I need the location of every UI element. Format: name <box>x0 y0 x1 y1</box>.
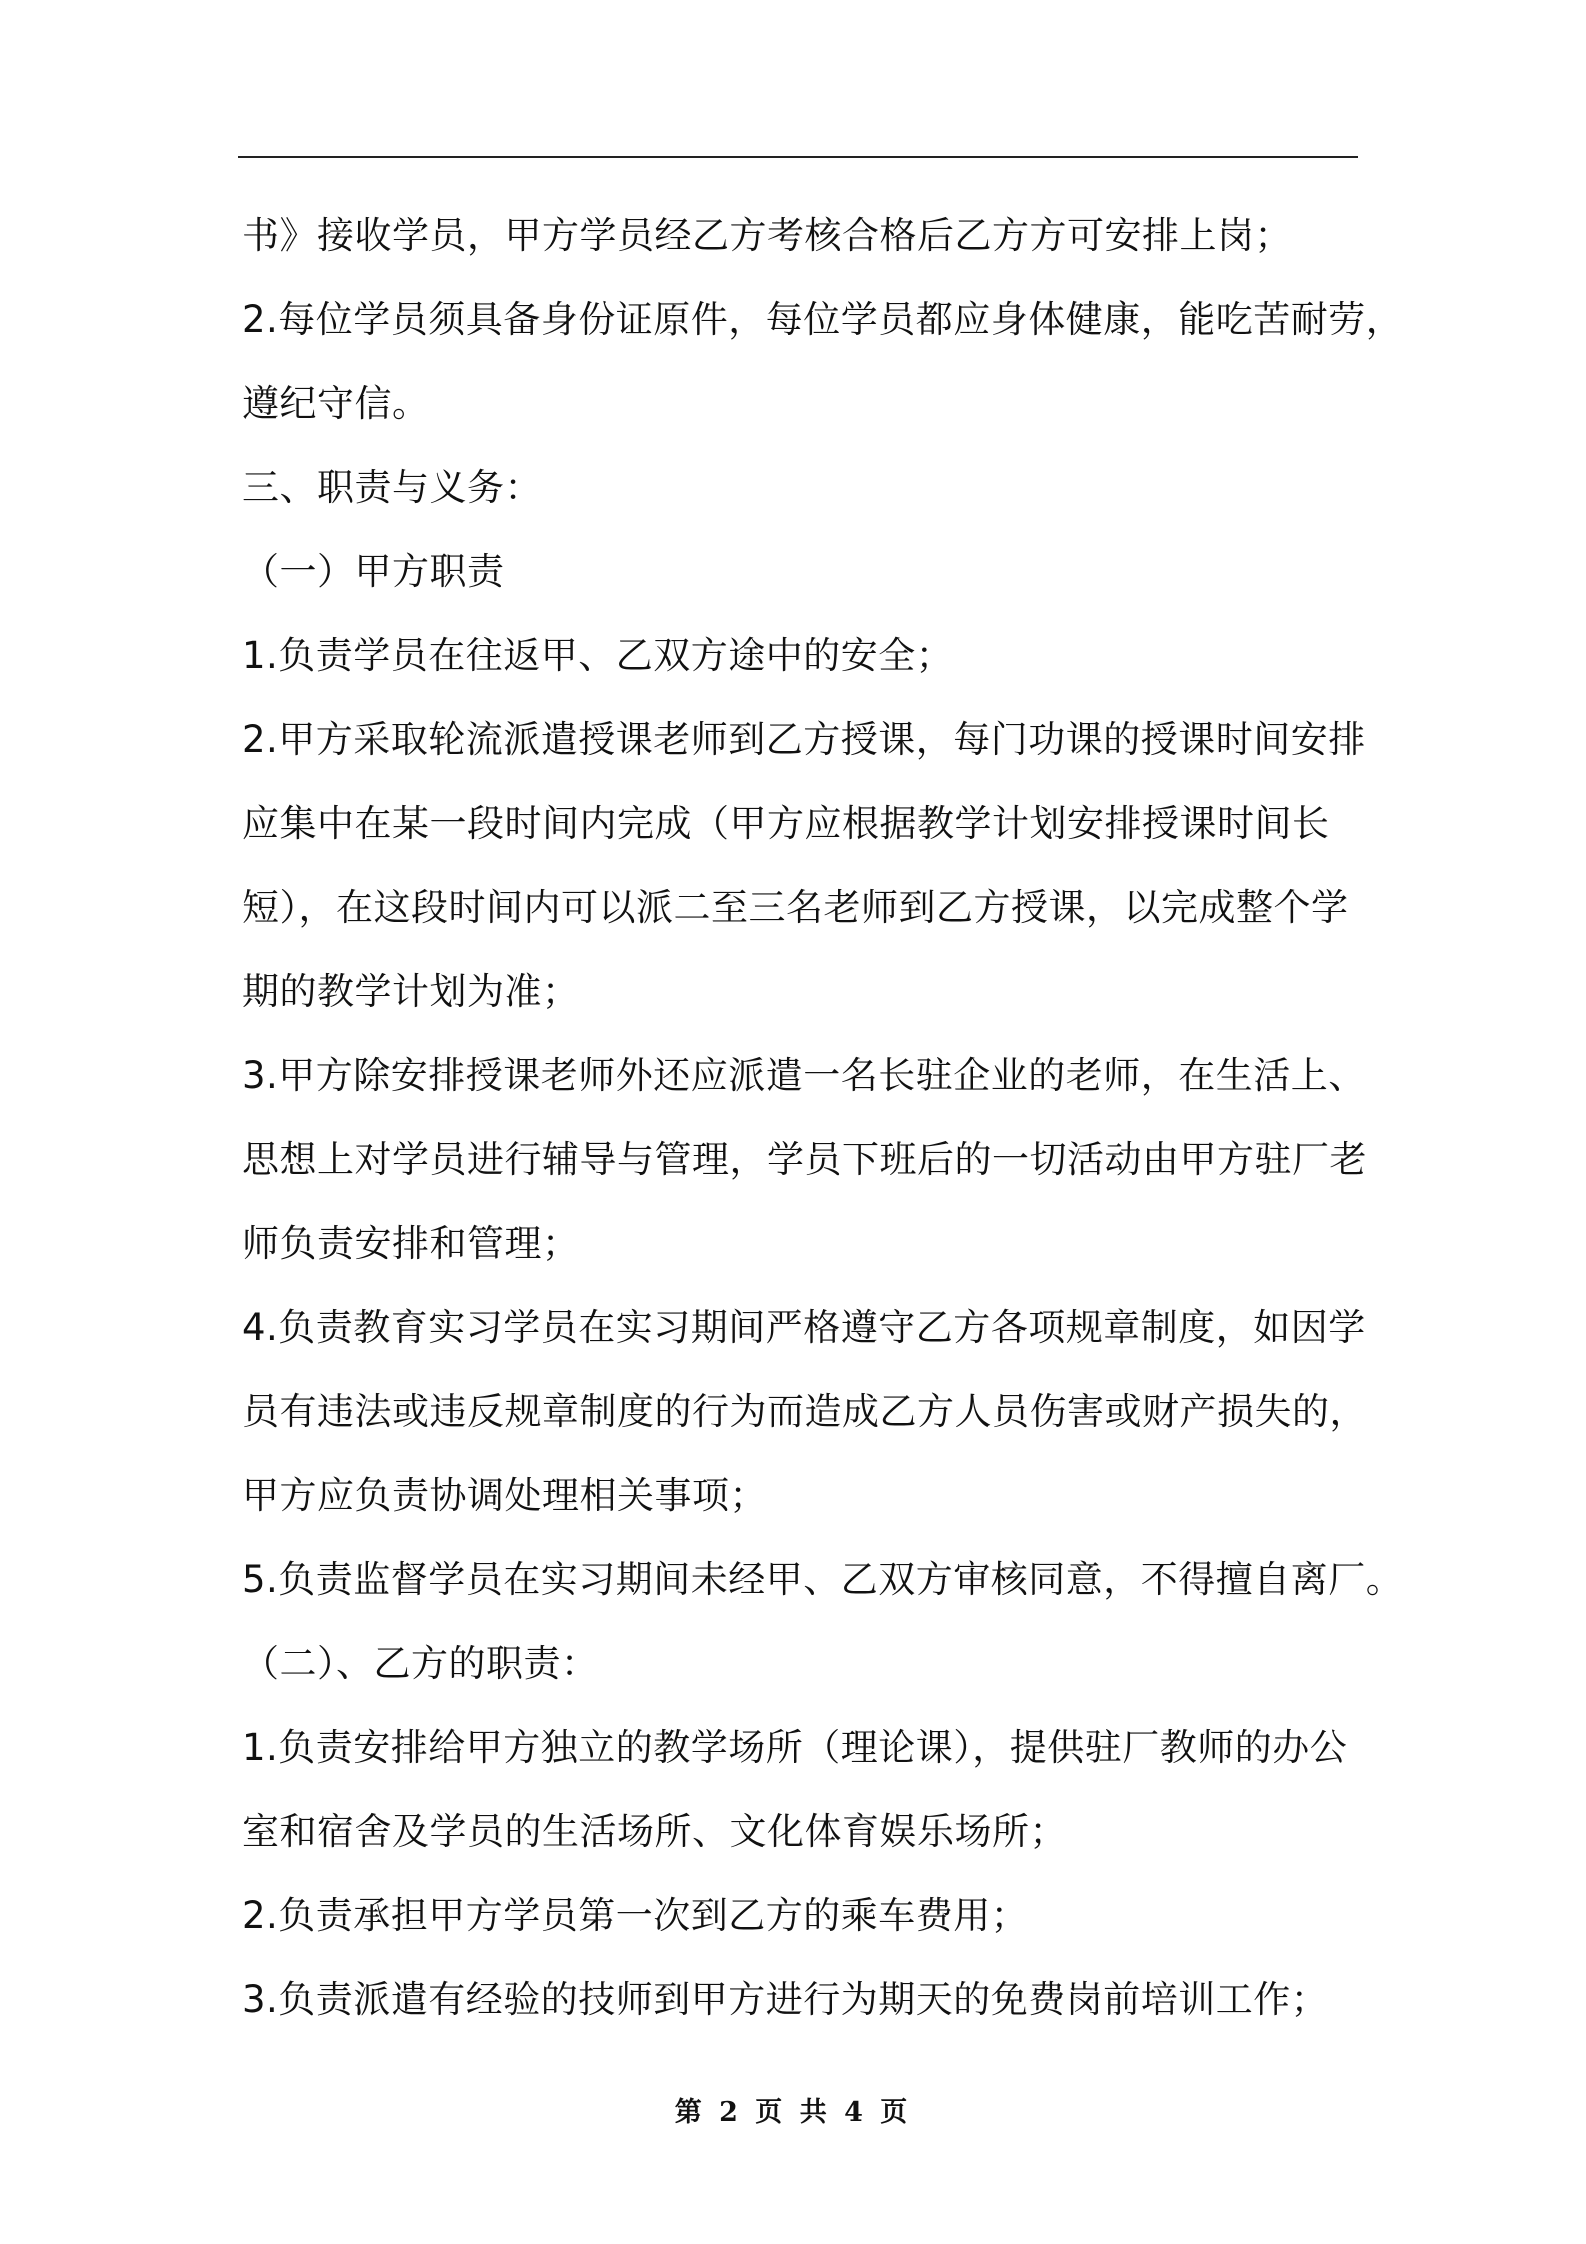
subsection-heading: （一）甲方职责 <box>242 550 505 593</box>
header-rule <box>238 156 1358 158</box>
paragraph-line: 期的教学计划为准； <box>242 970 580 1013</box>
paragraph-line: 室和宿舍及学员的生活场所、文化体育娱乐场所； <box>242 1810 1067 1853</box>
paragraph-line: 应集中在某一段时间内完成（甲方应根据教学计划安排授课时间长 <box>242 802 1330 845</box>
paragraph-line: 3.甲方除安排授课老师外还应派遣一名长驻企业的老师，在生活上、 <box>242 1054 1366 1097</box>
document-body <box>242 194 1404 2042</box>
paragraph-line: 2.每位学员须具备身份证原件，每位学员都应身体健康，能吃苦耐劳， <box>242 298 1404 341</box>
paragraph-line: 3.负责派遣有经验的技师到甲方进行为期天的免费岗前培训工作； <box>242 1978 1329 2021</box>
paragraph-line: 1.负责安排给甲方独立的教学场所（理论课），提供驻厂教师的办公 <box>242 1726 1348 1769</box>
paragraph-line: 短），在这段时间内可以派二至三名老师到乙方授课，以完成整个学 <box>242 886 1349 929</box>
paragraph-line: 2.甲方采取轮流派遣授课老师到乙方授课，每门功课的授课时间安排 <box>242 718 1366 761</box>
paragraph-line: 甲方应负责协调处理相关事项； <box>242 1474 767 1517</box>
section-heading: 三、职责与义务： <box>242 466 542 509</box>
paragraph-line: 师负责安排和管理； <box>242 1222 580 1265</box>
paragraph-line: 员有违法或违反规章制度的行为而造成乙方人员伤害或财产损失的， <box>242 1390 1367 1433</box>
paragraph-line: 1.负责学员在往返甲、乙双方途中的安全； <box>242 634 954 677</box>
paragraph-line: 4.负责教育实习学员在实习期间严格遵守乙方各项规章制度，如因学 <box>242 1306 1366 1349</box>
paragraph-line: 思想上对学员进行辅导与管理，学员下班后的一切活动由甲方驻厂老 <box>242 1138 1367 1181</box>
paragraph-line: 5.负责监督学员在实习期间未经甲、乙双方审核同意，不得擅自离厂。 <box>242 1558 1404 1601</box>
page-number: 第 2 页 共 4 页 <box>674 2097 912 2128</box>
subsection-heading: （二）、乙方的职责： <box>242 1642 599 1685</box>
paragraph-line: 书》接收学员，甲方学员经乙方考核合格后乙方方可安排上岗； <box>242 214 1292 257</box>
paragraph-line: 2.负责承担甲方学员第一次到乙方的乘车费用； <box>242 1894 1029 1937</box>
paragraph-line: 遵纪守信。 <box>242 382 430 425</box>
